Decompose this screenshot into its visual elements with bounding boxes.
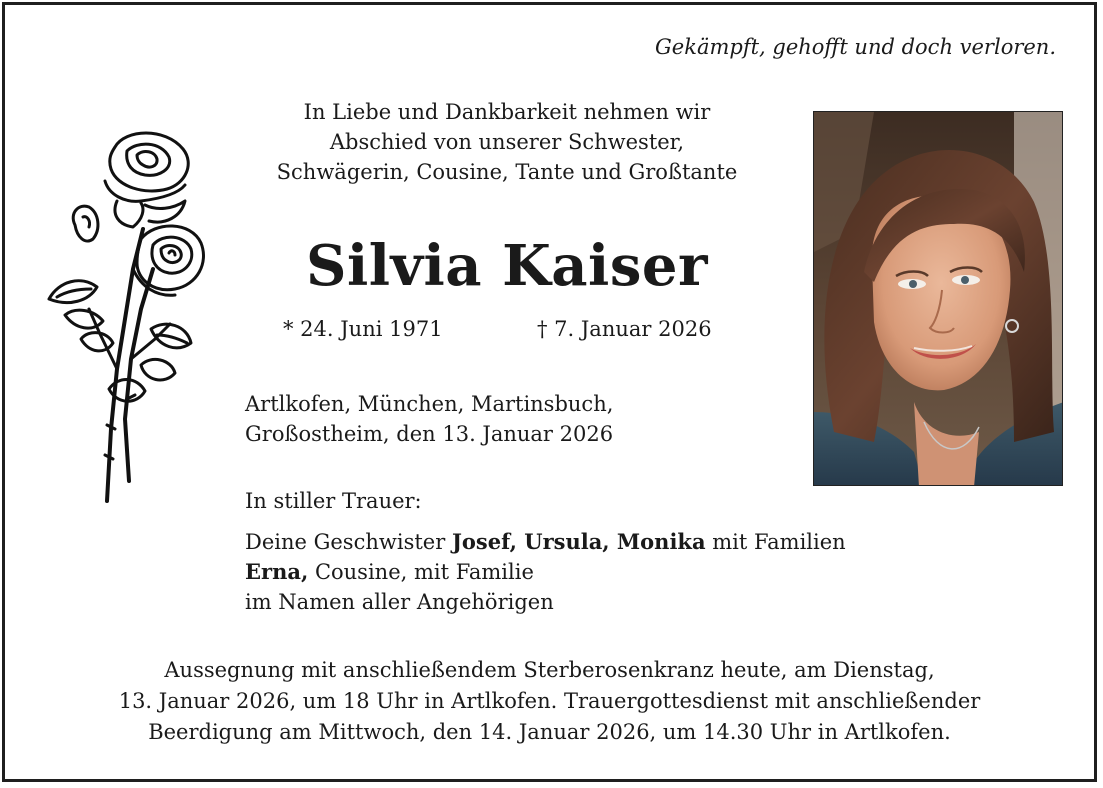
mourners-line-relatives: im Namen aller Angehörigen [245,590,554,614]
mourners-line-siblings [245,527,846,557]
mourners-line-cousin [245,557,846,587]
place-line: Großostheim, den 13. Januar 2026 [245,422,614,446]
death-date: † 7. Januar 2026 [537,317,712,341]
deceased-name: Silvia Kaiser [306,233,708,299]
service-line: 13. Januar 2026, um 18 Uhr in Artlkofen. Trauergottesdienst mit anschließender [118,689,981,713]
intro-text [237,97,777,187]
service-details [25,655,1074,748]
mourners-suffix: mit Familien [705,530,846,554]
mourning-label: In stiller Trauer: [245,489,422,513]
intro-line: In Liebe und Dankbarkeit nehmen wir [303,100,711,124]
rose-illustration-icon [45,129,210,507]
cousin-suffix: Cousine, mit Familie [308,560,534,584]
place-and-date [245,389,613,449]
cousin-name: Erna, [245,559,309,584]
motto: Gekämpft, gehofft und doch verloren. [655,35,1056,59]
obituary-notice [2,2,1097,782]
intro-line: Abschied von unserer Schwester, [329,130,685,154]
service-line: Aussegnung mit anschließendem Sterberosenkranz heute, am Dienstag, [164,658,935,682]
sibling-names: Josef, Ursula, Monika [451,529,706,554]
portrait-icon [814,112,1063,486]
mourners-prefix: Deine Geschwister [245,530,452,554]
birth-date: * 24. Juni 1971 [283,317,443,341]
mourners-list [245,527,846,617]
intro-line: Schwägerin, Cousine, Tante und Großtante [276,160,738,184]
service-line: Beerdigung am Mittwoch, den 14. Januar 2026, um 14.30 Uhr in Artlkofen. [148,720,951,744]
place-line: Artlkofen, München, Martinsbuch, [245,392,614,416]
portrait-photo [813,111,1063,486]
